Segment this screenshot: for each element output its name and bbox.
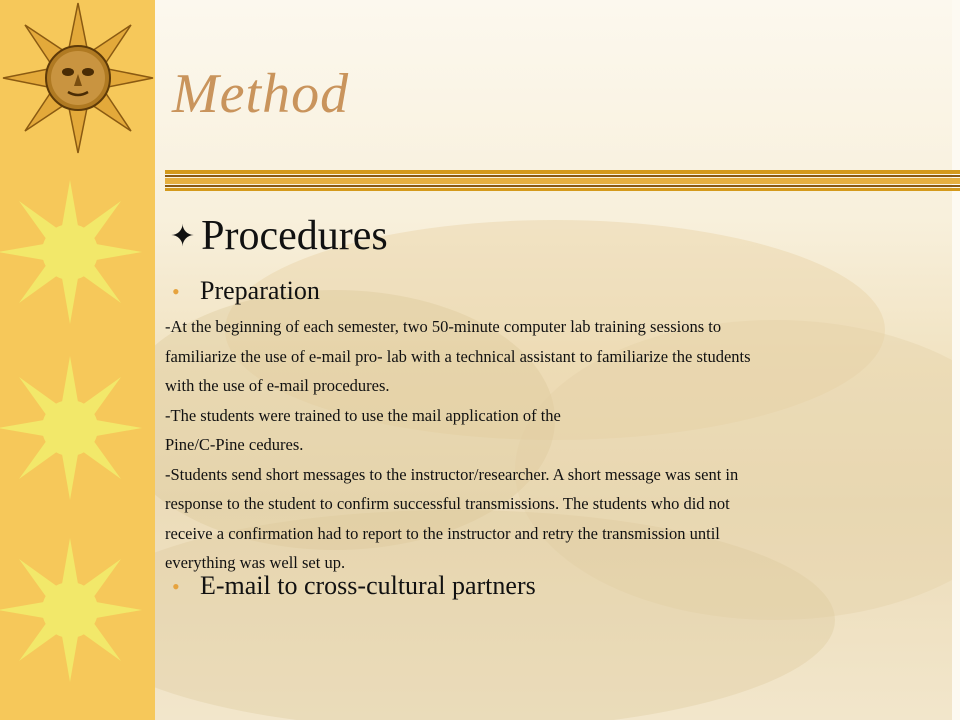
section-heading-text: Procedures — [201, 213, 388, 259]
body-paragraph — [165, 312, 935, 578]
four-point-star-icon: ✦ — [170, 219, 196, 253]
body-line: familiarize the use of e-mail pro- lab with a technical assistant to familiarize the students — [165, 346, 751, 366]
body-line: everything was well set up. — [165, 553, 346, 572]
body-line: Pine/C-Pine cedures. — [165, 435, 304, 454]
slide-title: Method — [172, 63, 350, 125]
section-heading — [170, 212, 388, 260]
bullet-dot-icon: • — [172, 279, 180, 304]
body-line: with the use of e-mail procedures. — [165, 376, 390, 395]
body-line: receive a confirmation had to report to the instructor and retry the transmission until — [165, 523, 720, 543]
sun-sidebar — [0, 0, 155, 720]
sun-icon — [0, 0, 155, 720]
bullet-label: Preparation — [200, 276, 320, 305]
body-line: -The students were trained to use the mail application of the — [165, 405, 561, 425]
title-divider — [165, 166, 960, 194]
body-line: -At the beginning of each semester, two 50-minute computer lab training sessions to — [165, 317, 722, 336]
bullet-dot-icon: • — [172, 574, 180, 599]
body-line: -Students send short messages to the instructor/researcher. A short message was sent in — [165, 464, 739, 484]
right-edge — [952, 0, 960, 720]
bullet-preparation — [172, 276, 320, 306]
body-line: response to the student to confirm successful transmissions. The students who did not — [165, 494, 730, 513]
bullet-label: E-mail to cross-cultural partners — [200, 571, 536, 600]
bullet-email-partners — [172, 571, 536, 601]
